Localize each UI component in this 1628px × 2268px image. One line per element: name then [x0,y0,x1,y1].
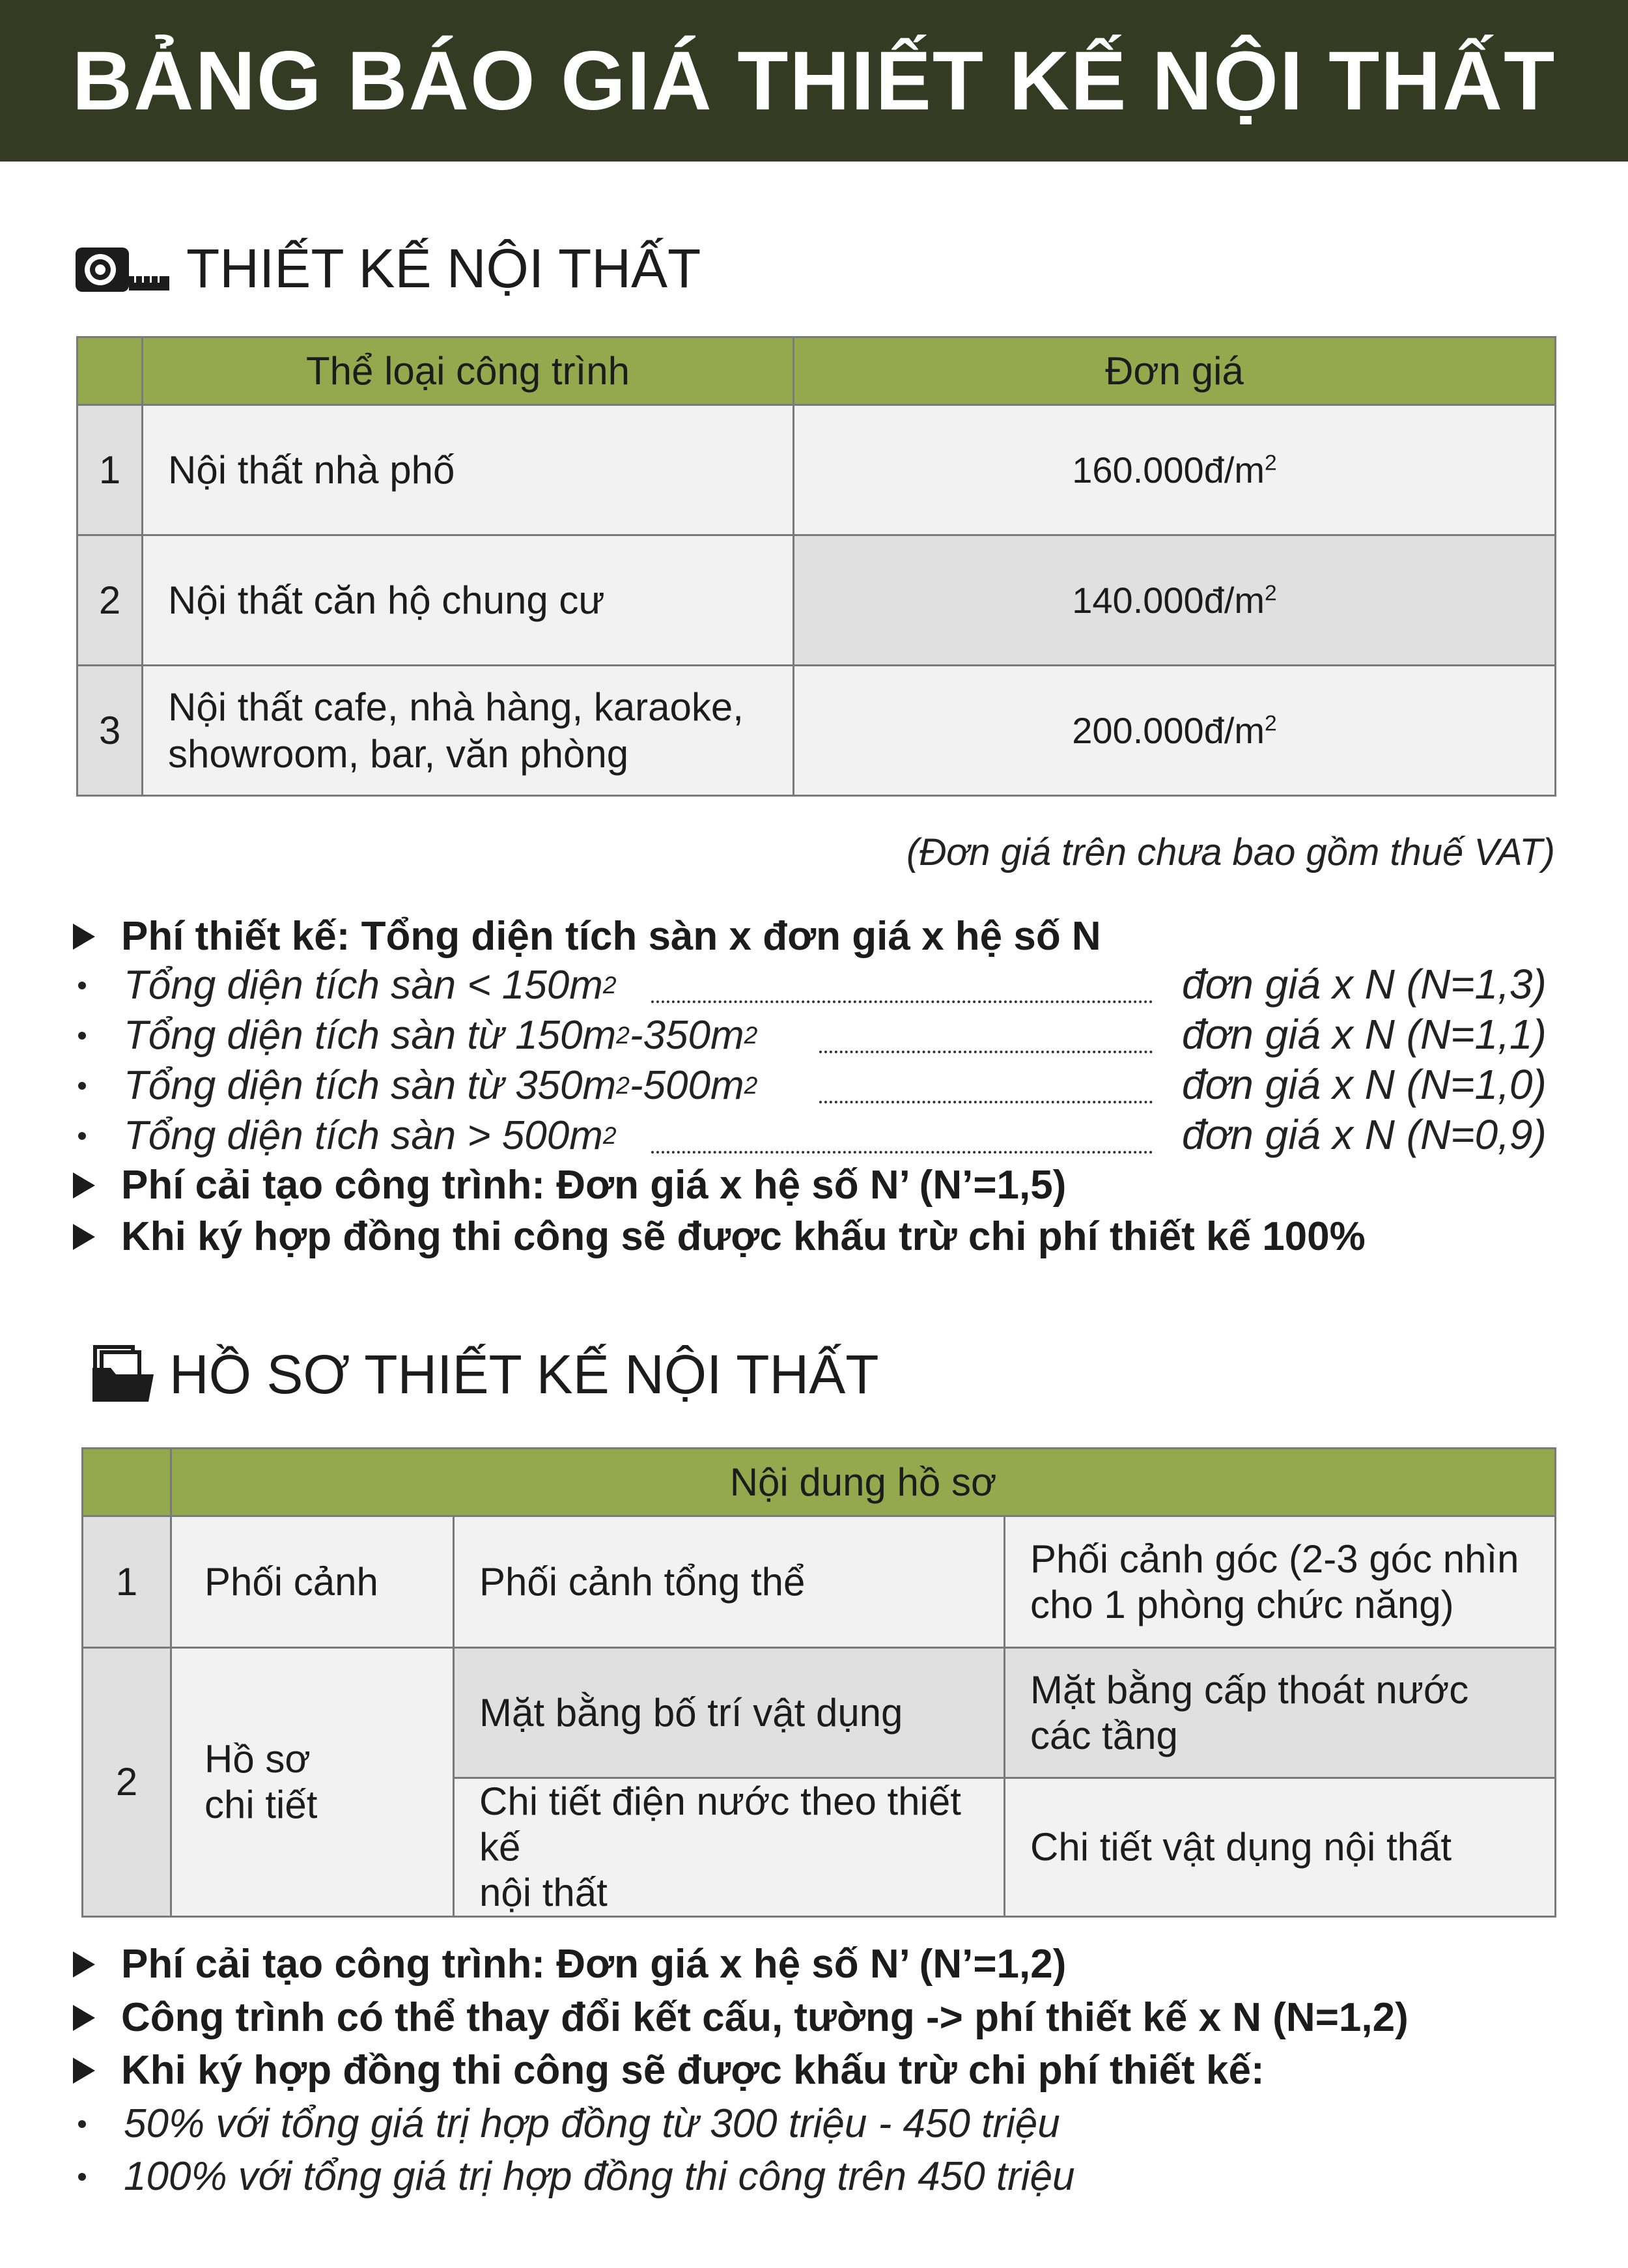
row-category: Hồ sơ chi tiết [171,1648,454,1917]
row-number: 1 [77,405,143,535]
row-item: Phối cảnh góc (2-3 góc nhìn cho 1 phòng chức năng) [1005,1516,1556,1648]
row-price: $160.000đ/m^2$ [794,405,1556,535]
deduction-note-2: Khi ký hợp đồng thi công sẽ được khấu trừ chi phí thiết kế: [73,2047,1265,2093]
row-item: Chi tiết điện nước theo thiết kế nội thất [454,1778,1005,1917]
bullet-icon [78,1082,86,1090]
renovation-fee-2: Phí cải tạo công trình: Đơn giá x hệ số N’ (N’=1,2) [73,1941,1066,1987]
arrow-icon [73,1224,95,1250]
header-content: Nội dung hồ sơ [171,1449,1556,1516]
table-row [77,405,1556,535]
row-item: Chi tiết vật dụng nội thất [1005,1778,1556,1917]
row-type: Nội thất căn hộ chung cư [143,535,794,666]
bullet-icon [78,2120,86,2128]
row-category: Phối cảnh [171,1516,454,1648]
table-row [77,666,1556,796]
tier-item: Tổng diện tích sàn từ 350m 2 -500m 2 [73,1062,757,1109]
leader-dots [819,1051,1153,1053]
arrow-icon [73,2005,95,2031]
row-price: $140.000đ/m^2$ [794,535,1556,666]
header-price: Đơn giá [794,337,1556,405]
row-item: Mặt bằng cấp thoát nước các tầng [1005,1648,1556,1778]
structure-fee: Công trình có thể thay đổi kết cấu, tường -> phí thiết kế x N (N=1,2) [73,1994,1409,2041]
header-type: Thể loại công trình [143,337,794,405]
row-number: 2 [77,535,143,666]
table-row [83,1516,1556,1648]
tier-item: Tổng diện tích sàn > 500m 2 [73,1113,617,1159]
section-title-design [74,236,701,301]
folder-icon [90,1344,155,1404]
tier-item: Tổng diện tích sàn < 150m 2 [73,962,617,1008]
section-title-dossier [90,1339,879,1410]
price-table [76,336,1556,797]
deduction-item: 50% với tổng giá trị hợp đồng từ 300 triệu - 450 triệu [73,2101,1060,2147]
arrow-icon [73,1172,95,1198]
row-type: Nội thất cafe, nhà hàng, karaoke, showroom, bar, văn phòng [143,666,794,796]
row-item: Mặt bằng bố trí vật dụng [454,1648,1005,1778]
bullet-icon [78,982,86,989]
bullet-icon [78,1132,86,1140]
renovation-fee: Phí cải tạo công trình: Đơn giá x hệ số N’ (N’=1,5) [73,1162,1066,1208]
bullet-icon [78,1032,86,1040]
arrow-icon [73,1951,95,1977]
bullet-icon [78,2173,86,2181]
leader-dots [651,1151,1153,1154]
leader-dots [819,1101,1153,1103]
row-price: $200.000đ/m^2$ [794,666,1556,796]
fee-formula: Phí thiết kế: Tổng diện tích sàn x đơn giá x hệ số N [73,913,1101,959]
tier-value: đơn giá x N (N=1,3) [1182,961,1547,1008]
page-title: BẢNG BÁO GIÁ THIẾT KẾ NỘI THẤT [72,34,1556,128]
table-row [77,535,1556,666]
arrow-icon [73,924,95,950]
dossier-table-header [83,1449,1556,1516]
table-row [83,1648,1556,1778]
header-no-cell [83,1449,171,1516]
page-header [0,0,1628,162]
header-no-cell [77,337,143,405]
tier-item: Tổng diện tích sàn từ 150m 2 -350m 2 [73,1012,757,1058]
dossier-table [81,1447,1556,1918]
price-table-header [77,337,1556,405]
tier-value: đơn giá x N (N=1,1) [1182,1011,1547,1058]
row-item: Phối cảnh tổng thể [454,1516,1005,1648]
section-title-design-text: THIẾT KẾ NỘI THẤT [186,237,701,299]
tier-value: đơn giá x N (N=1,0) [1182,1061,1547,1108]
deduction-item: 100% với tổng giá trị hợp đồng thi công trên 450 triệu [73,2153,1075,2200]
row-number: 2 [83,1648,171,1917]
leader-dots [651,1000,1153,1003]
row-number: 3 [77,666,143,796]
row-type: Nội thất nhà phố [143,405,794,535]
tier-value: đơn giá x N (N=0,9) [1182,1111,1547,1158]
deduction-note: Khi ký hợp đồng thi công sẽ được khấu trừ chi phí thiết kế 100% [73,1213,1366,1260]
row-number: 1 [83,1516,171,1648]
tape-measure-icon [74,242,172,294]
arrow-icon [73,2058,95,2084]
vat-note: (Đơn giá trên chưa bao gồm thuế VAT) [906,831,1555,873]
section-title-dossier-text: HỒ SƠ THIẾT KẾ NỘI THẤT [169,1343,879,1405]
